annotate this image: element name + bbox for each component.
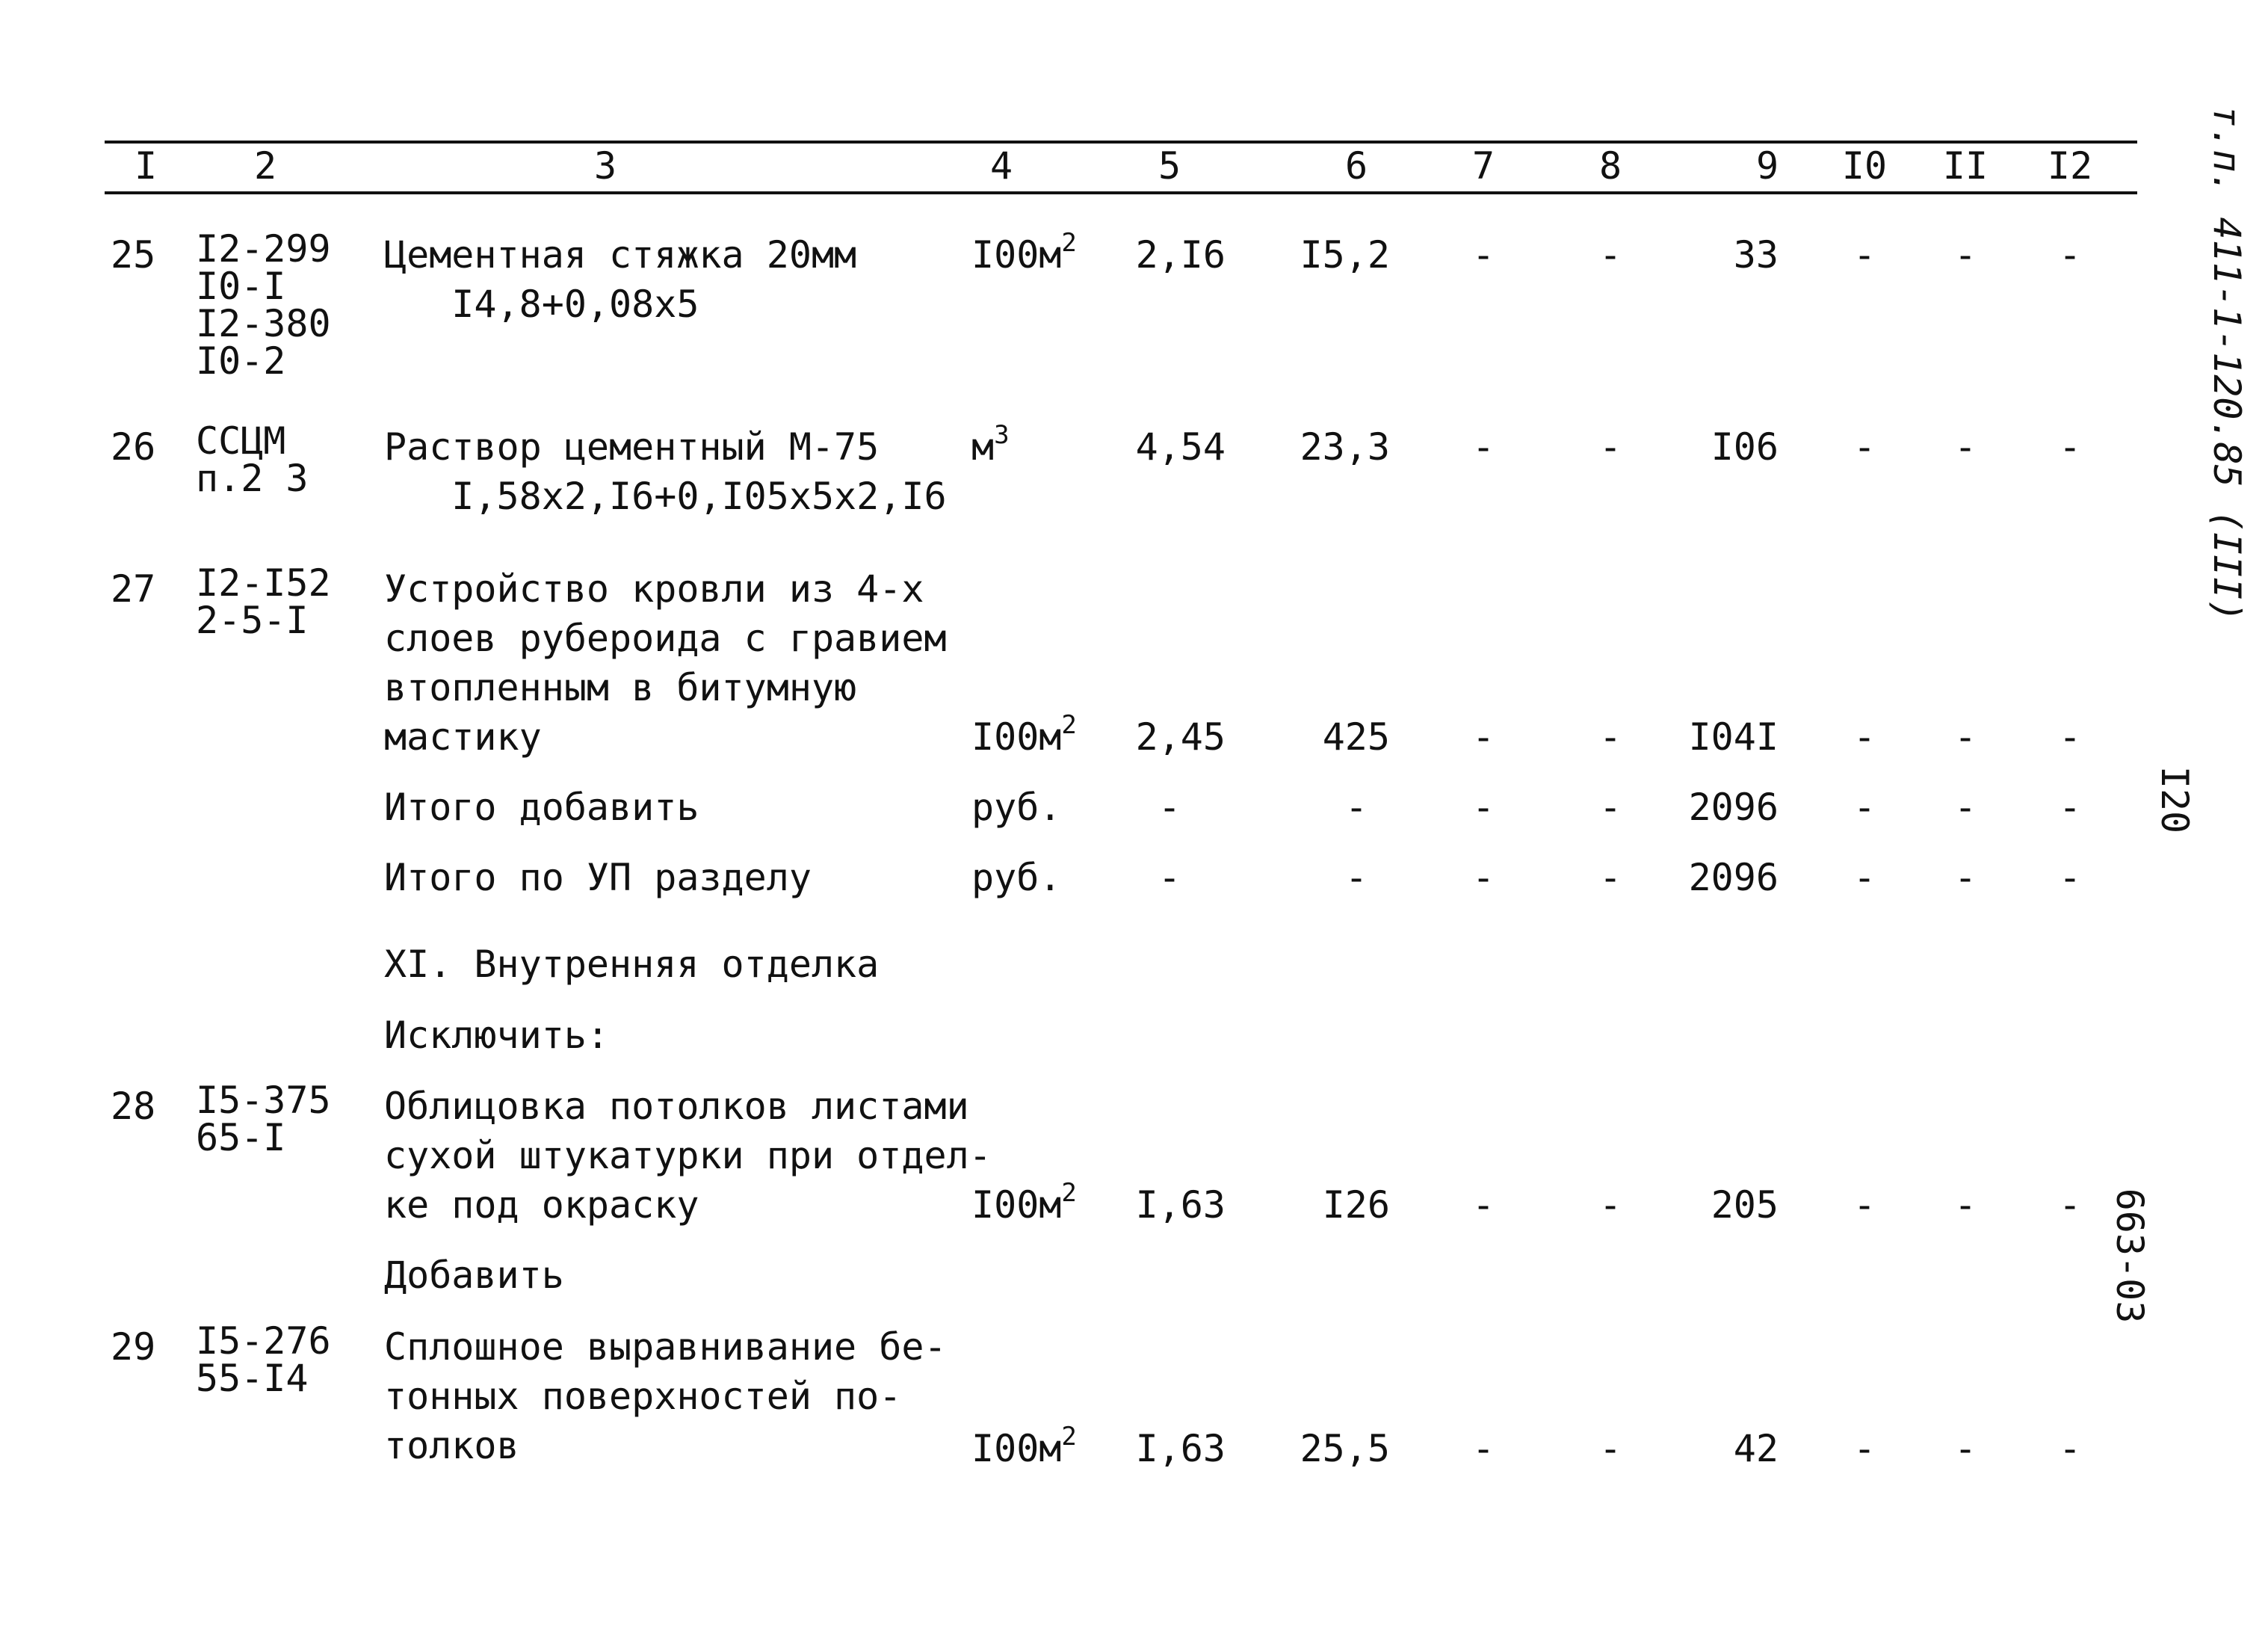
row-codes: ССЦМ п.2 3 xyxy=(196,419,309,500)
row-col11: - xyxy=(1953,715,1977,759)
row-col10: - xyxy=(1853,786,1876,829)
row-unit: $I00м^2$ xyxy=(971,228,1077,277)
col-header-6: 6 xyxy=(1344,144,1368,188)
row-col9: I06 xyxy=(1711,425,1779,469)
row-col11: - xyxy=(1953,1427,1977,1470)
row-col12: - xyxy=(2058,715,2082,759)
subtotal-label: Итого по УП разделу xyxy=(384,856,812,899)
row-col11: - xyxy=(1953,425,1977,469)
row-col6: 23,3 xyxy=(1300,425,1390,469)
col-header-9: 9 xyxy=(1755,144,1779,188)
col-header-1: I xyxy=(134,144,158,188)
row-col8: - xyxy=(1598,233,1622,277)
row-col10: - xyxy=(1853,715,1876,759)
col-header-12: I2 xyxy=(2047,144,2093,188)
row-col6: 25,5 xyxy=(1300,1427,1390,1470)
row-unit: руб. xyxy=(971,856,1062,899)
row-col8: - xyxy=(1598,1183,1622,1227)
row-col10: - xyxy=(1853,233,1876,277)
page-number: I20 xyxy=(2153,765,2196,834)
row-col5: 4,54 xyxy=(1135,425,1226,469)
row-col6: - xyxy=(1344,786,1368,829)
row-codes: I5-276 55-I4 xyxy=(196,1319,331,1400)
row-unit: $м^3$ xyxy=(971,420,1010,469)
document-code: т.п. 411-1-120.85 (III) xyxy=(2205,105,2249,623)
row-unit: $I00м^2$ xyxy=(971,1422,1077,1470)
row-col6: - xyxy=(1344,856,1368,899)
row-col9: I04I xyxy=(1688,715,1779,759)
row-col10: - xyxy=(1853,1183,1876,1227)
col-header-8: 8 xyxy=(1598,144,1622,188)
row-col10: - xyxy=(1853,856,1876,899)
row-col9: 205 xyxy=(1711,1183,1779,1227)
row-col5: - xyxy=(1158,856,1181,899)
col-header-4: 4 xyxy=(989,144,1013,188)
row-number: 27 xyxy=(111,567,156,611)
col-header-11: II xyxy=(1942,144,1989,188)
row-col10: - xyxy=(1853,425,1876,469)
row-col12: - xyxy=(2058,856,2082,899)
col-header-2: 2 xyxy=(253,144,277,188)
row-col11: - xyxy=(1953,786,1977,829)
header-rule xyxy=(105,191,2137,194)
row-description: Раствор цементный М-75 I,58x2,I6+0,I05x5x2,I6 xyxy=(384,425,947,518)
row-col6: I5,2 xyxy=(1300,233,1390,277)
document-number: 663-03 xyxy=(2108,1188,2151,1324)
col-header-10: I0 xyxy=(1841,144,1888,188)
row-number: 28 xyxy=(111,1085,156,1128)
row-col5: I,63 xyxy=(1135,1427,1226,1470)
row-codes: I2-I52 2-5-I xyxy=(196,561,331,642)
row-col11: - xyxy=(1953,233,1977,277)
row-number: 29 xyxy=(111,1325,156,1369)
row-col12: - xyxy=(2058,425,2082,469)
row-col9: 33 xyxy=(1733,233,1779,277)
row-col7: - xyxy=(1471,715,1495,759)
row-col12: - xyxy=(2058,1183,2082,1227)
row-description: Сплошное выравнивание бе- тонных поверхностей по- толков xyxy=(384,1325,947,1467)
row-col5: - xyxy=(1158,786,1181,829)
row-col8: - xyxy=(1598,786,1622,829)
row-codes: I2-299 I0-I I2-380 I0-2 xyxy=(196,227,331,383)
row-col8: - xyxy=(1598,1427,1622,1470)
row-col8: - xyxy=(1598,715,1622,759)
section-heading: ХI. Внутренняя отделка xyxy=(384,943,880,986)
row-number: 25 xyxy=(111,233,156,277)
section-note: Добавить xyxy=(384,1254,564,1297)
row-col12: - xyxy=(2058,233,2082,277)
row-unit: $I00м^2$ xyxy=(971,1178,1077,1227)
row-col12: - xyxy=(2058,786,2082,829)
row-col9: 2096 xyxy=(1688,786,1779,829)
row-col5: 2,45 xyxy=(1135,715,1226,759)
row-unit: руб. xyxy=(971,786,1062,829)
row-col5: 2,I6 xyxy=(1135,233,1226,277)
row-col6: 425 xyxy=(1322,715,1390,759)
row-col5: I,63 xyxy=(1135,1183,1226,1227)
row-col10: - xyxy=(1853,1427,1876,1470)
col-header-5: 5 xyxy=(1158,144,1181,188)
row-col7: - xyxy=(1471,425,1495,469)
row-col11: - xyxy=(1953,856,1977,899)
row-col7: - xyxy=(1471,233,1495,277)
row-description: Цементная стяжка 20мм I4,8+0,08x5 xyxy=(384,233,857,326)
row-number: 26 xyxy=(111,425,156,469)
row-col6: I26 xyxy=(1322,1183,1390,1227)
row-col7: - xyxy=(1471,786,1495,829)
row-codes: I5-375 65-I xyxy=(196,1079,331,1159)
row-col9: 42 xyxy=(1733,1427,1779,1470)
row-col8: - xyxy=(1598,856,1622,899)
row-col9: 2096 xyxy=(1688,856,1779,899)
subtotal-label: Итого добавить xyxy=(384,786,699,829)
row-col7: - xyxy=(1471,856,1495,899)
section-note: Исключить: xyxy=(384,1014,610,1057)
row-col11: - xyxy=(1953,1183,1977,1227)
row-description: Облицовка потолков листами сухой штукатурки при отдел- ке под окраску xyxy=(384,1085,992,1227)
row-description: Устройство кровли из 4-х слоев рубероида с гравием втопленным в битумную мастику xyxy=(384,567,947,759)
col-header-7: 7 xyxy=(1471,144,1495,188)
row-col7: - xyxy=(1471,1183,1495,1227)
row-col8: - xyxy=(1598,425,1622,469)
row-col7: - xyxy=(1471,1427,1495,1470)
row-unit: $I00м^2$ xyxy=(971,710,1077,759)
row-col12: - xyxy=(2058,1427,2082,1470)
col-header-3: 3 xyxy=(593,144,617,188)
